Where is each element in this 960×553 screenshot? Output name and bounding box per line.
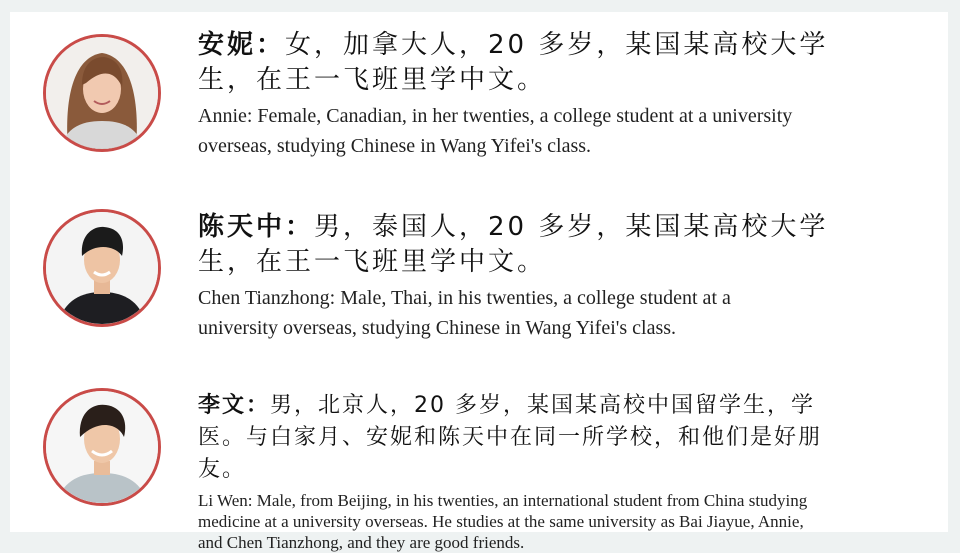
english-line-3: and Chen Tianzhong, and they are good friends. [198,533,525,552]
english-line-1: Chen Tianzhong: Male, Thai, in his twenties, a college student at a [198,287,731,309]
avatar-annie [43,34,161,152]
chinese-description [198,28,933,98]
english-line-1: Annie: Female, Canadian, in her twenties, a college student at a university [198,105,793,127]
avatar-chen-tianzhong [43,209,161,327]
slide [10,12,948,552]
chinese-line-1: 陈天中：男，泰国人，20 多岁，某国某高校大学 [198,212,829,242]
chinese-line-1: 李文：男，北京人，20 多岁，某国某高校中国留学生，学 [198,393,816,418]
portrait-li-wen-image [46,391,158,503]
entry-text [198,390,933,553]
chinese-line-3: 友。 [198,457,247,482]
english-description [198,283,933,343]
english-line-2: medicine at a university overseas. He studies at the same university as Bai Jiayue, Annie, [198,512,804,531]
chinese-description [198,210,933,280]
chinese-line-2: 生，在王一飞班里学中文。 [198,65,547,95]
portrait-annie-image [46,37,158,149]
english-line-1: Li Wen: Male, from Beijing, in his twenties, an international student from China studying [198,491,808,510]
english-description [198,101,933,161]
english-description [198,490,933,553]
character-name: 安妮： [198,30,286,60]
character-name: 陈天中： [198,212,315,242]
chinese-line-1: 安妮：女，加拿大人，20 多岁，某国某高校大学 [198,30,829,60]
entry-text [198,28,933,161]
portrait-chen-image [46,212,158,324]
english-line-2: overseas, studying Chinese in Wang Yifei's class. [198,135,592,157]
chinese-line-2: 生，在王一飞班里学中文。 [198,247,547,277]
avatar-li-wen [43,388,161,506]
chinese-line-2: 医。与白家月、安妮和陈天中在同一所学校，和他们是好朋 [198,425,823,450]
english-line-2: university overseas, studying Chinese in Wang Yifei's class. [198,317,677,339]
character-name: 李文： [198,393,271,418]
entry-text [198,210,933,343]
chinese-description [198,390,933,486]
